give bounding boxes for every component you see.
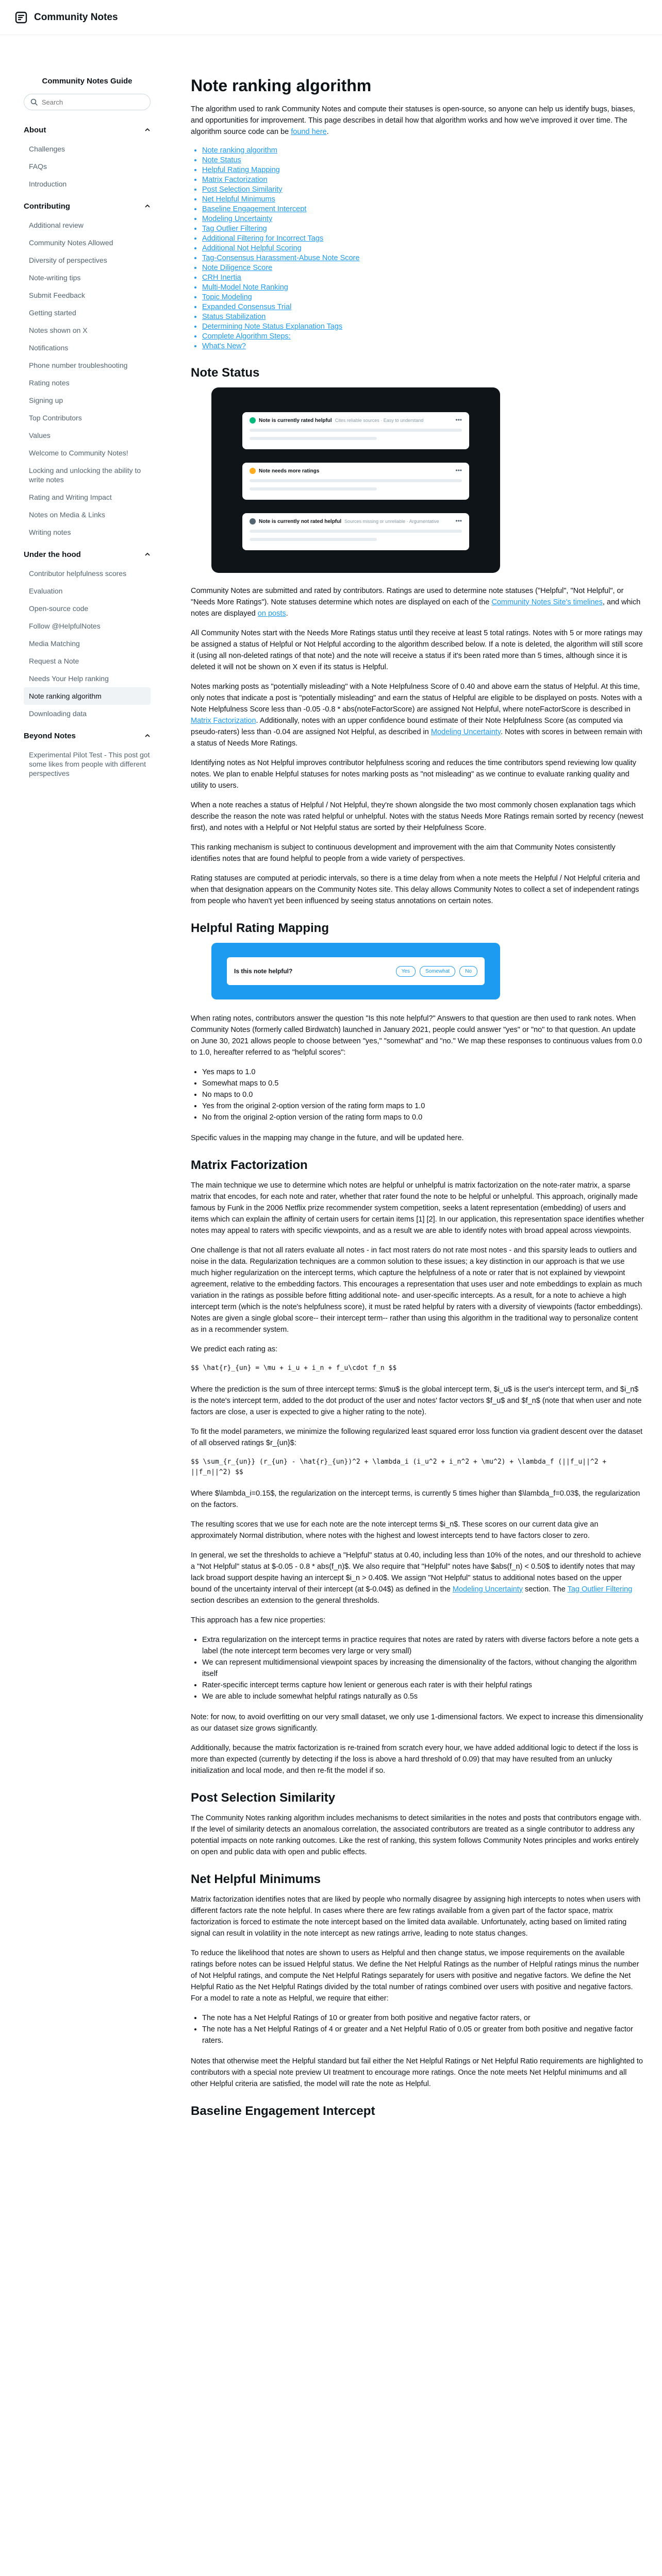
placeholder-line	[250, 538, 377, 541]
heading-post-selection-similarity: Post Selection Similarity	[191, 1791, 336, 1805]
post-selection-paragraph: The Community Notes ranking algorithm includes mechanisms to detect similarities in the notes and posts that contributors engage with. If the level of similarity detects an anomalous correlation, the associated contributors are treated as a single contributor to address any potential impacts on note ranking outcomes. Like the rest of ranking, this system follows Community Notes principles and works entirely on open and public data with open and public effects.	[191, 1814, 641, 1856]
list-item: • We are able to include somewhat helpful ratings naturally as 0.5s	[202, 1691, 644, 1702]
text: section describes an extension to the general thresholds.	[191, 1597, 379, 1605]
chevron-up-icon	[144, 203, 151, 209]
heading-helpful-rating-mapping: Helpful Rating Mapping	[191, 921, 329, 935]
toc-link[interactable]: • Helpful Rating Mapping	[202, 165, 644, 175]
heading-matrix-factorization: Matrix Factorization	[191, 1158, 308, 1172]
rating-prediction-formula: $$ \hat{r}_{un} = \mu + i_u + i_n + f_u\cdot f_n $$	[191, 1364, 397, 1372]
sidebar-item-additional-review[interactable]: Additional review	[29, 221, 84, 229]
text: Notes marking posts as "potentially misleading" with a Note Helpfulness Score of 0.40 and above earn the status of Helpful. At this time, only notes that indicate a post is "potentially misleading" and earn the status of Helpful are eligible to be displayed on posts. Notes with a Note Helpfulness Score less than -0.05 -0.8 * abs(noteFactorScore) are assigned Not Helpful, where noteFactorScore is described in	[191, 683, 642, 714]
nav-section-beyond-notes[interactable]	[24, 725, 151, 746]
heading-note-status: Note Status	[191, 366, 260, 380]
matrix-properties-list	[202, 1634, 644, 1702]
matrix-paragraph: The main technique we use to determine which notes are helpful or unhelpful is matrix factorization on the note-rater matrix, a sparse matrix that encodes, for each note and rater, whether that rater found the note to be helpful or unhelpful. This approach, originally made famous by Funk in the 2006 Netflix prize recommender system competition, seeks a latent representation (embedding) of users and items which can explain the affinity of certain users for certain items [1] [2]. In our application, this representation space identifies whether notes may appeal to raters with specific viewpoints, and as a result we are able to identify notes with broad appeal across viewpoints.	[191, 1181, 644, 1235]
toc-link[interactable]: • Note Diligence Score	[202, 263, 644, 273]
top-bar	[0, 0, 662, 35]
main-content	[191, 35, 644, 2126]
placeholder-line	[250, 437, 377, 440]
toc-link[interactable]: • Additional Filtering for Incorrect Tags	[202, 234, 644, 244]
community-notes-logo-icon[interactable]	[14, 11, 28, 24]
sidebar-item-follow-helpfulnotes[interactable]: Follow @HelpfulNotes	[29, 622, 101, 630]
chevron-up-icon	[144, 551, 151, 557]
more-options-icon: •••	[455, 517, 462, 524]
note-status-paragraph: This ranking mechanism is subject to continuous development and improvement with the aim that Community Notes consistently identifies notes that are found helpful to people from a wide variety of perspectives.	[191, 843, 616, 863]
status-card-needs-more-ratings	[242, 463, 469, 500]
nav-section-label: Contributing	[24, 201, 70, 211]
toc-link[interactable]: • CRH Inertia	[202, 273, 644, 283]
table-of-contents	[202, 146, 644, 351]
sidebar-item-notes-media-links[interactable]: Notes on Media & Links	[29, 511, 105, 519]
sidebar-item-helpfulness-scores[interactable]: Contributor helpfulness scores	[29, 569, 127, 578]
sidebar-item-getting-started[interactable]: Getting started	[29, 309, 76, 317]
chevron-up-icon	[144, 127, 151, 133]
net-helpful-paragraph: Matrix factorization identifies notes that are liked by people who normally disagree by assigning high intercepts to notes when users with different factors rate the note helpful. In cases where there are few ratings available from a given part of the factor space, matrix factorization is forced to estimate the note intercept based on the limited data available. Unfortunately, acting based on limited rating signal can result in volatility in the note intercept as new ratings arrive, leading to note status changes.	[191, 1895, 641, 1938]
sidebar-item-writing-notes[interactable]: Writing notes	[29, 528, 71, 536]
intro-text: The algorithm used to rank Community Notes and compute their statuses is open-source, so anyone can help us identify bugs, biases, and opportunities for improvement. This page describes in detail how that algorithm works and how we've improved it over time. The algorithm source code can be	[191, 105, 635, 136]
matrix-paragraph: This approach has a few nice properties:	[191, 1616, 326, 1624]
toc-link[interactable]: • Status Stabilization	[202, 312, 644, 322]
text: . Additionally, notes with an upper confidence bound estimate of their Note Helpfulness Score (as computed via pseudo-raters) less than -0.04 are assigned Not Helpful, as described in	[191, 717, 623, 736]
text: section. The	[523, 1585, 568, 1594]
toc-link[interactable]: • Matrix Factorization	[202, 175, 644, 185]
status-card-not-helpful	[242, 513, 469, 550]
matrix-factorization-link[interactable]: Matrix Factorization	[191, 717, 256, 725]
nav-section-label: Beyond Notes	[24, 731, 76, 740]
toc-link[interactable]: • Modeling Uncertainty	[202, 214, 644, 224]
sidebar-item-submit-feedback[interactable]: Submit Feedback	[29, 291, 85, 299]
status-card-helpful	[242, 412, 469, 449]
nav-group-under-the-hood	[24, 544, 151, 722]
sidebar-item-request-a-note[interactable]: Request a Note	[29, 657, 79, 665]
text: . Notes with scores in between remain with a status of Needs More Ratings.	[191, 728, 642, 748]
somewhat-button: Somewhat	[420, 966, 455, 977]
list-item: • We can represent multidimensional viewpoint spaces by increasing the dimensionality of the factors, without changing the algorithm itself	[202, 1657, 644, 1680]
toc-link[interactable]: • Expanded Consensus Trial	[202, 302, 644, 312]
sidebar-item-signing-up[interactable]: Signing up	[29, 396, 63, 404]
note-status-paragraph: All Community Notes start with the Needs More Ratings status until they receive at least 5 total ratings. Notes with 5 or more ratings may be assigned a status of Helpful or Not Helpful according to the algorithm described below. If a note is deleted, the algorithm will still score it (using all non-deleted ratings of that note) and the note will receive a status if it's been rated more than 5 times, although since it is deleted it will not be shown on X even if its status is Helpful.	[191, 629, 643, 671]
helpful-mapping-paragraph: When rating notes, contributors answer the question "Is this note helpful?" Answers to that question are then used to rank notes. When Community Notes (formerly called Birdwatch) launched in January 2021, people could answer "yes" or "no" to that question. An update on June 30, 2021 allows people to choose between "yes," "somewhat" and "no." We map these responses to continuous values from 0.0 to 1.0, hereafter referred to as "helpful scores":	[191, 1014, 642, 1057]
sidebar-item-evaluation[interactable]: Evaluation	[29, 587, 63, 595]
sidebar-item-note-writing-tips[interactable]: Note-writing tips	[29, 274, 81, 282]
matrix-paragraph: We predict each rating as:	[191, 1345, 278, 1353]
text: In general, we set the thresholds to achieve a "Helpful" status at 0.40, including less than 10% of the notes, and our threshold to achieve a "Not Helpful" status at $-0.05 - 0.8 * abs(f_n)$. We also require that "Helpful" notes have $abs(f_n) < 0.50$ to identify notes that may lack broad support despite having an intercept $i_n > 0.40$. We assign "Not Helpful" status to additional notes based on the upper bound of the uncertainty interval of their intercept (at $-0.04$) as defined in the	[191, 1551, 641, 1594]
note-status-paragraph: When a note reaches a status of Helpful / Not Helpful, they're shown alongside the two most commonly chosen explanation tags which describe the reason the note was rated helpful or unhelpful. Notes with the status Needs More Ratings remain sorted by recency (newest first), and notes with a Helpful or Not Helpful status are sorted by their Helpfulness Score.	[191, 801, 643, 832]
nav-group-contributing	[24, 196, 151, 541]
list-item: • The note has a Net Helpful Ratings of 10 or greater from both positive and negative factor raters, or	[202, 2012, 644, 2024]
toc-link[interactable]: • Multi-Model Note Ranking	[202, 283, 644, 293]
status-card-tags: Cites reliable sources · Easy to understand	[335, 418, 424, 423]
modeling-uncertainty-link[interactable]: Modeling Uncertainty	[452, 1585, 523, 1594]
source-code-link[interactable]: found here	[291, 128, 327, 136]
status-card-title: Note is currently rated helpful	[259, 417, 332, 423]
sidebar-item-challenges[interactable]: Challenges	[29, 145, 65, 153]
text: Community Notes are submitted and rated by contributors. Ratings are used to determine note statuses ("Helpful", "Not Helpful", or "Needs More Ratings"). Note statuses determine which notes are displayed on each of the	[191, 587, 624, 606]
list-item: • Extra regularization on the intercept terms in practice requires that notes are rated by raters with diverse factors before a note gets a label (the note intercept term becomes very large or very small)	[202, 1634, 644, 1657]
helpful-question-figure	[211, 943, 500, 999]
text: , and which notes are displayed	[191, 598, 641, 618]
sidebar-item-faqs[interactable]: FAQs	[29, 162, 47, 171]
toc-link[interactable]: • Post Selection Similarity	[202, 185, 644, 195]
placeholder-line	[250, 429, 462, 432]
intro-paragraph: The algorithm used to rank Community Notes and compute their statuses is open-source, so anyone can help us identify bugs, biases, and opportunities for improvement. This page describes in detail how that algorithm works and how we've improved it over time. The algorithm source code can be found here.	[191, 105, 635, 136]
list-item: • No from the original 2-option version of the rating form maps to 0.0	[202, 1112, 644, 1123]
helpful-question: Is this note helpful?	[234, 968, 293, 975]
list-item: • Rater-specific intercept terms capture how lenient or generous each rater is with their helpful ratings	[202, 1680, 644, 1691]
helpful-mapping-list	[202, 1066, 644, 1123]
sidebar-item-welcome[interactable]: Welcome to Community Notes!	[29, 449, 128, 457]
more-options-icon: •••	[455, 467, 462, 474]
sidebar-item-rating-notes[interactable]: Rating notes	[29, 379, 70, 387]
toc-link[interactable]: • Net Helpful Minimums	[202, 195, 644, 205]
sidebar-item-note-ranking-algorithm[interactable]: Note ranking algorithm	[24, 687, 151, 705]
net-helpful-list	[202, 2012, 644, 2046]
search-box[interactable]	[24, 94, 151, 110]
toc-link[interactable]: • Note ranking algorithm	[202, 146, 644, 156]
sidebar-item-community-notes-allowed[interactable]: Community Notes Allowed	[29, 239, 113, 247]
toc-link[interactable]: • Complete Algorithm Steps:	[202, 332, 644, 342]
matrix-paragraph: Where the prediction is the sum of three intercept terms: $\mu$ is the global intercept term, $i_u$ is the user's intercept term, and $i_n$ is the note's intercept term, added to the dot product of the user and notes' factor vectors $f_u$ and $f_n$ (note that when user and note factors are close, a user is expected to give a higher rating to the note).	[191, 1385, 642, 1416]
heading-net-helpful-minimums: Net Helpful Minimums	[191, 1872, 321, 1886]
sidebar-item-open-source-code[interactable]: Open-source code	[29, 604, 89, 613]
note-status-paragraph: Rating statuses are computed at periodic intervals, so there is a time delay from when a note meets the Helpful / Not Helpful criteria and when that designation appears on the Community Notes site. This delay allows Community Notes to collect a set of independent ratings from people who haven't yet been influenced by seeing status annotations on certain notes.	[191, 874, 640, 905]
status-card-tags: Sources missing or unreliable · Argumentative	[344, 519, 439, 524]
nav-group-about	[24, 120, 151, 193]
sidebar-item-downloading-data[interactable]: Downloading data	[29, 709, 87, 718]
text: .	[286, 609, 288, 618]
yes-button: Yes	[396, 966, 416, 977]
toc-link[interactable]: • What's New?	[202, 342, 644, 351]
toc-link[interactable]: • Determining Note Status Explanation Tags	[202, 322, 644, 332]
status-card-title: Note needs more ratings	[259, 468, 320, 474]
sidebar-item-needs-your-help[interactable]: Needs Your Help ranking	[29, 674, 109, 683]
no-button: No	[459, 966, 477, 977]
nav-section-contributing[interactable]	[24, 196, 151, 216]
sidebar-item-notes-shown-on-x[interactable]: Notes shown on X	[29, 326, 88, 334]
sidebar-item-values[interactable]: Values	[29, 431, 51, 439]
matrix-paragraph: Note: for now, to avoid overfitting on our very small dataset, we only use 1-dimensional factors. We expect to increase this dimensionality as our dataset size grows significantly.	[191, 1713, 643, 1733]
list-item: • No maps to 0.0	[202, 1089, 644, 1100]
note-status-paragraph	[191, 681, 644, 749]
search-input[interactable]	[42, 98, 144, 106]
sidebar-item-diversity[interactable]: Diversity of perspectives	[29, 256, 107, 264]
toc-link[interactable]: • Tag-Consensus Harassment-Abuse Note Score	[202, 253, 644, 263]
nav-section-label: About	[24, 125, 46, 134]
status-card-title: Note is currently not rated helpful	[259, 518, 342, 524]
matrix-paragraph: To fit the model parameters, we minimize the following regularized least squared error loss function via gradient descent over the dataset of all observed ratings $r_{un}$:	[191, 1428, 643, 1447]
list-item: • Yes from the original 2-option version of the rating form maps to 1.0	[202, 1100, 644, 1112]
modeling-uncertainty-link[interactable]: Modeling Uncertainty	[431, 728, 501, 736]
matrix-paragraph: One challenge is that not all raters evaluate all notes - in fact most raters do not rate most notes - and this sparsity leads to outliers and noise in the data. Regularization techniques are a common solution to these issues; a key distinction in our approach is that we use much higher regularization on the intercept terms, which capture the helpfulness of a note or rater that is not explained by viewpoint agreement, relative to the embedding factors. This encourages a representation that uses user and note embeddings to explain as much variation in the ratings as possible before fitting additional note- and user-specific intercepts. As a result, for a note to achieve a high intercept term (which is the note's helpfulness score), it must be rated helpful by raters with a diversity of viewpoints (factor embeddings). Notes are given a single global score-- their intercept term-- rather than using this algorithm in the traditional way to personalize content as in a recommender system.	[191, 1246, 643, 1334]
note-status-paragraph: Identifying notes as Not Helpful improves contributor helpfulness scoring and reduces the time contributors spend reviewing low quality notes. We plan to enable Helpful statuses for notes marking posts as "not misleading" as we continue to evaluate ranking quality and utility to users.	[191, 759, 637, 790]
placeholder-line	[250, 530, 462, 533]
matrix-paragraph: Where $\lambda_i=0.15$, the regularization on the intercept terms, is currently 5 times higher than $\lambda_f=0.03$, the regularization on the factors.	[191, 1489, 640, 1509]
net-helpful-paragraph: Notes that otherwise meet the Helpful standard but fail either the Net Helpful Ratings or Net Helpful Ratio requirements are highlighted to contributors with a special note preview UI treatment to encourage more ratings. Once the note meets Net Helpful minimums and all other Helpful criteria are satisfied, the model will rate the note as Helpful.	[191, 2057, 643, 2088]
on-posts-link[interactable]: on posts	[257, 609, 286, 618]
sidebar-item-phone-troubleshooting[interactable]: Phone number troubleshooting	[29, 361, 128, 369]
net-helpful-paragraph: To reduce the likelihood that notes are shown to users as Helpful and then change status, we impose requirements on the available ratings before notes can be issued Helpful status. We define the Net Helpful Ratings as the number of Helpful ratings minus the number of Not Helpful ratings, and compute the Net Helpful Ratings separately for users with positive and negative factors. We define the Net Helpful Ratio as the Net Helpful Ratings divided by the total number of ratings combined over users with positive and negative factors. For a model to rate a note as Helpful, we require that either:	[191, 1949, 639, 2003]
sidebar-item-notifications[interactable]: Notifications	[29, 344, 69, 352]
placeholder-line	[250, 479, 462, 482]
brand-name[interactable]: Community Notes	[34, 11, 118, 23]
nav-section-about[interactable]	[24, 120, 151, 140]
status-dot-icon	[250, 468, 256, 474]
toc-link[interactable]: • Tag Outlier Filtering	[202, 224, 644, 234]
toc-link[interactable]: • Topic Modeling	[202, 293, 644, 302]
list-item: • Somewhat maps to 0.5	[202, 1078, 644, 1089]
nav-group-beyond-notes	[24, 725, 151, 782]
placeholder-line	[250, 487, 377, 490]
nav-section-under-the-hood[interactable]	[24, 544, 151, 565]
list-item: • Yes maps to 1.0	[202, 1066, 644, 1078]
note-status-figure	[211, 387, 500, 573]
status-dot-icon	[250, 417, 256, 423]
search-icon	[30, 98, 38, 106]
sidebar	[0, 35, 165, 2576]
sidebar-item-rating-writing-impact[interactable]: Rating and Writing Impact	[29, 493, 112, 501]
chevron-up-icon	[144, 733, 151, 739]
toc-link[interactable]: • Note Status	[202, 156, 644, 165]
toc-link[interactable]: • Baseline Engagement Intercept	[202, 205, 644, 214]
heading-baseline-engagement-intercept: Baseline Engagement Intercept	[191, 2104, 375, 2118]
helpful-question-card	[227, 957, 485, 985]
loss-function-formula: $$ \sum_{r_{un}} (r_{un} - \hat{r}_{un})^2 + \lambda_i (i_u^2 + i_n^2 + \mu^2) + \lambda_f (||f_u||^2 + ||f_n||^2) $$	[191, 1458, 610, 1476]
sidebar-item-media-matching[interactable]: Media Matching	[29, 639, 80, 648]
sidebar-item-top-contributors[interactable]: Top Contributors	[29, 414, 82, 422]
sidebar-item-locking[interactable]: Locking and unlocking the ability to write notes	[29, 466, 141, 484]
helpful-mapping-paragraph: Specific values in the mapping may change in the future, and will be updated here.	[191, 1134, 464, 1142]
sidebar-item-experimental-pilot[interactable]: Experimental Pilot Test - This post got some likes from people with different perspectives	[29, 751, 150, 777]
toc-link[interactable]: • Additional Not Helpful Scoring	[202, 244, 644, 253]
status-dot-icon	[250, 518, 256, 524]
timelines-link[interactable]: Community Notes Site's timelines	[491, 598, 603, 606]
list-item: • The note has a Net Helpful Ratings of 4 or greater and a Net Helpful Ratio of 0.05 or greater from both positive and negative factor raters.	[202, 2024, 644, 2046]
more-options-icon: •••	[455, 416, 462, 423]
matrix-paragraph	[191, 1550, 644, 1606]
matrix-paragraph: The resulting scores that we use for each note are the note intercept terms $i_n$. These scores on our current data give an approximately Normal distribution, where notes with the highest and lowest intercepts tend to have factors closer to zero.	[191, 1520, 599, 1540]
note-status-paragraph	[191, 585, 644, 619]
page-title: Note ranking algorithm	[191, 76, 372, 95]
matrix-paragraph: Additionally, because the matrix factorization is re-trained from scratch every hour, we have added additional logic to detect if the loss is more than expected (currently by detecting if the loss is above a hard threshold of 0.09) that may have resulted from an unlucky initialization and local mode, and then re-fit the model if so.	[191, 1744, 638, 1775]
sidebar-item-introduction[interactable]: Introduction	[29, 180, 67, 188]
tag-outlier-filtering-link[interactable]: Tag Outlier Filtering	[567, 1585, 633, 1594]
guide-title: Community Notes Guide	[42, 77, 133, 86]
nav-section-label: Under the hood	[24, 550, 81, 559]
